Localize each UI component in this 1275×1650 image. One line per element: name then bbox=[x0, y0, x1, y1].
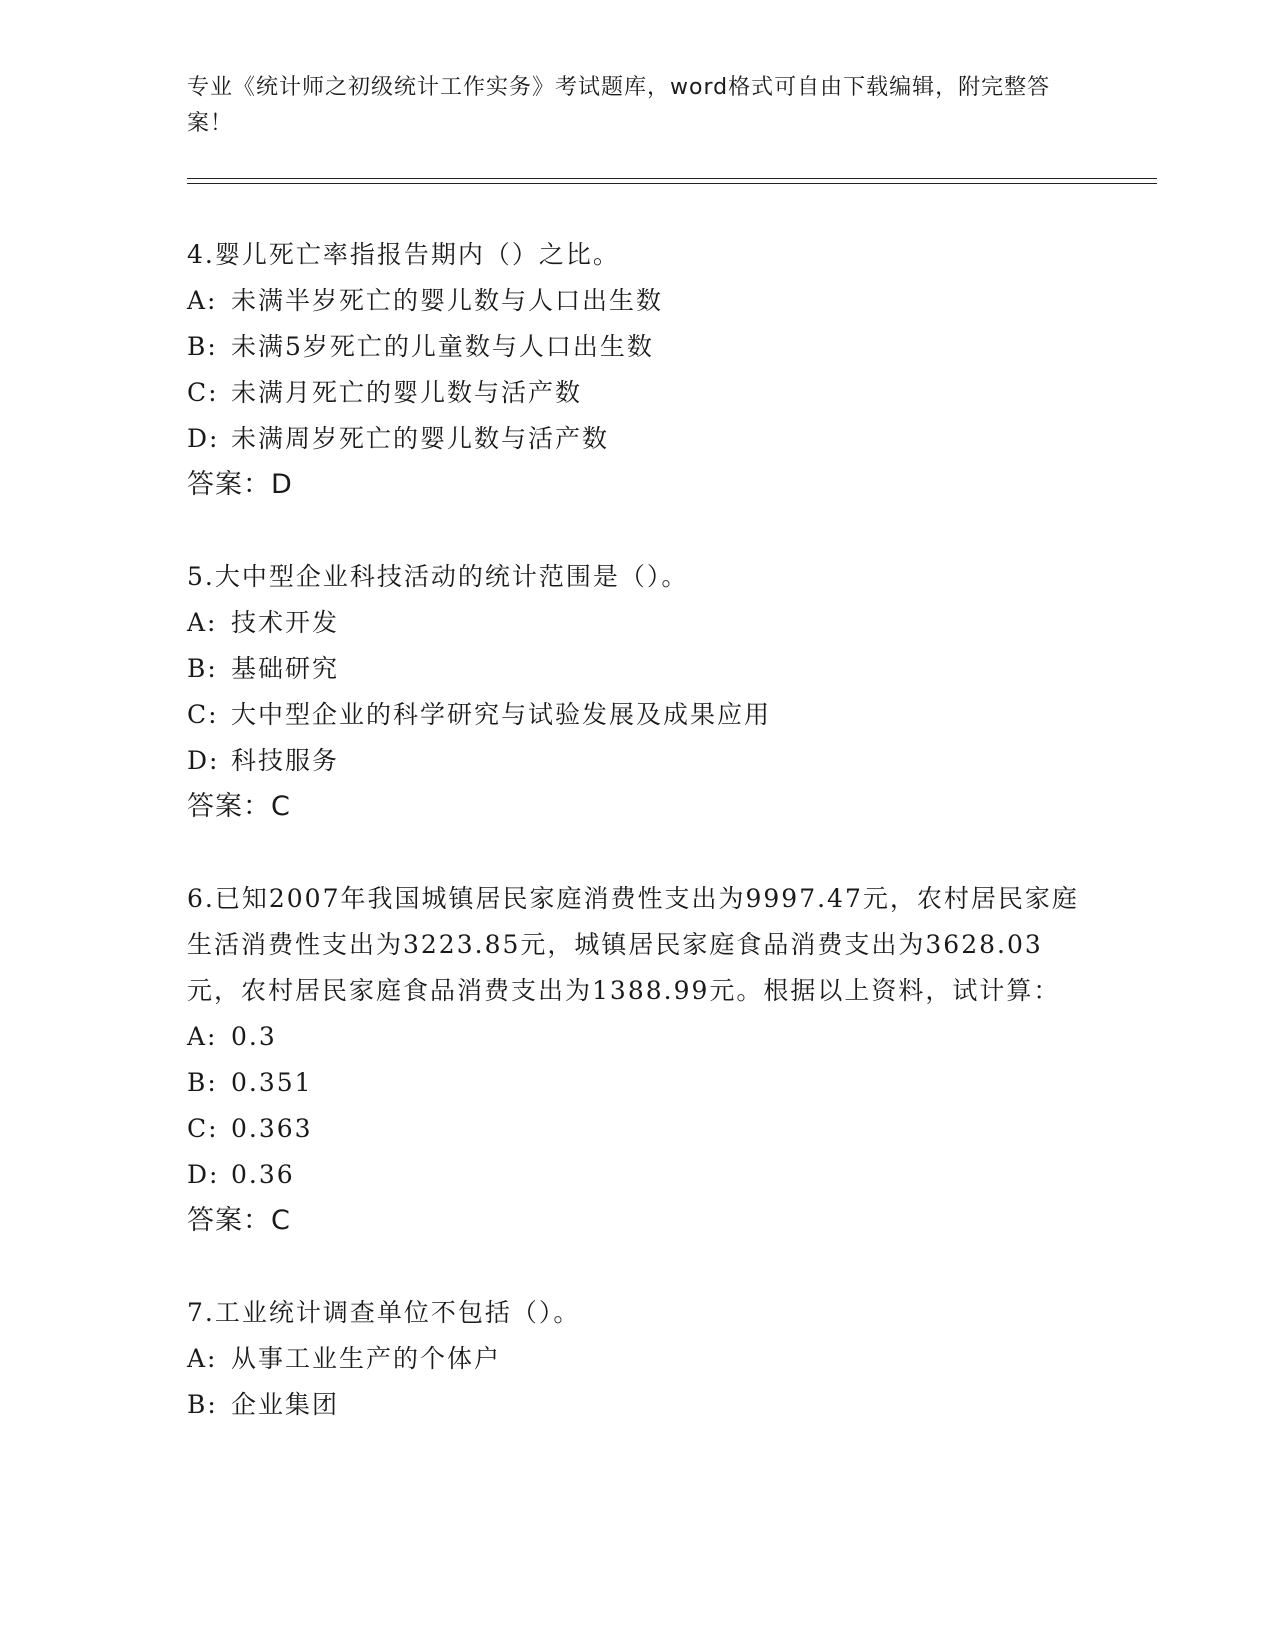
option-c bbox=[187, 692, 1087, 738]
option-letter: C: bbox=[187, 700, 219, 729]
option-text: 企业集团 bbox=[231, 1390, 340, 1419]
option-letter: B: bbox=[187, 1390, 218, 1419]
option-letter: A: bbox=[187, 1022, 218, 1051]
option-text: 0.363 bbox=[231, 1114, 313, 1143]
header-text: 专业《统计师之初级统计工作实务》考试题库，word格式可自由下载编辑，附完整答案！ bbox=[187, 75, 1051, 136]
option-b bbox=[187, 324, 1087, 370]
option-d bbox=[187, 738, 1087, 784]
option-letter: B: bbox=[187, 1068, 218, 1097]
option-letter: D: bbox=[187, 424, 220, 453]
option-a bbox=[187, 600, 1087, 646]
answer-line: 答案：D bbox=[187, 469, 293, 500]
option-text: 未满月死亡的婴儿数与活产数 bbox=[231, 378, 583, 407]
option-b bbox=[187, 646, 1087, 692]
option-text: 0.36 bbox=[231, 1160, 295, 1189]
option-a bbox=[187, 1336, 1087, 1382]
option-b bbox=[187, 1382, 1087, 1428]
option-letter: B: bbox=[187, 654, 218, 683]
answer-line: 答案：C bbox=[187, 1205, 291, 1236]
question-list bbox=[187, 232, 1087, 1474]
option-letter: D: bbox=[187, 1160, 220, 1189]
option-text: 0.351 bbox=[231, 1068, 313, 1097]
option-text: 大中型企业的科学研究与试验发展及成果应用 bbox=[231, 700, 772, 729]
option-d bbox=[187, 416, 1087, 462]
option-c bbox=[187, 370, 1087, 416]
option-c bbox=[187, 1106, 1087, 1152]
option-text: 基础研究 bbox=[231, 654, 340, 683]
question-4 bbox=[187, 232, 1087, 508]
option-letter: A: bbox=[187, 1344, 218, 1373]
question-stem: 7.工业统计调查单位不包括（）。 bbox=[187, 1298, 581, 1327]
option-a bbox=[187, 1014, 1087, 1060]
option-text: 未满5岁死亡的儿童数与人口出生数 bbox=[231, 332, 654, 361]
question-stem: 4.婴儿死亡率指报告期内（）之比。 bbox=[187, 240, 620, 269]
question-stem: 5.大中型企业科技活动的统计范围是（）。 bbox=[187, 562, 689, 591]
question-5 bbox=[187, 554, 1087, 830]
option-text: 未满周岁死亡的婴儿数与活产数 bbox=[231, 424, 610, 453]
option-text: 科技服务 bbox=[231, 746, 340, 775]
question-stem: 6.已知2007年我国城镇居民家庭消费性支出为9997.47元，农村居民家庭生活消费性支出为3223.85元，城镇居民家庭食品消费支出为3628.03元，农村居民家庭食品消费支出为1388.99元。根据以上资料，试计算： bbox=[187, 884, 1079, 1005]
option-letter: A: bbox=[187, 286, 218, 315]
option-text: 从事工业生产的个体户 bbox=[231, 1344, 502, 1373]
option-letter: C: bbox=[187, 378, 219, 407]
option-letter: D: bbox=[187, 746, 220, 775]
header-rule-bottom bbox=[187, 183, 1157, 184]
option-text: 未满半岁死亡的婴儿数与人口出生数 bbox=[231, 286, 664, 315]
question-6 bbox=[187, 876, 1087, 1244]
option-a bbox=[187, 278, 1087, 324]
question-7 bbox=[187, 1290, 1087, 1428]
header-rule-top bbox=[187, 178, 1157, 179]
option-d bbox=[187, 1152, 1087, 1198]
answer-line: 答案：C bbox=[187, 791, 291, 822]
option-text: 0.3 bbox=[231, 1022, 277, 1051]
option-letter: A: bbox=[187, 608, 218, 637]
document-header bbox=[187, 70, 1087, 142]
option-letter: C: bbox=[187, 1114, 219, 1143]
option-text: 技术开发 bbox=[231, 608, 340, 637]
option-letter: B: bbox=[187, 332, 218, 361]
option-b bbox=[187, 1060, 1087, 1106]
